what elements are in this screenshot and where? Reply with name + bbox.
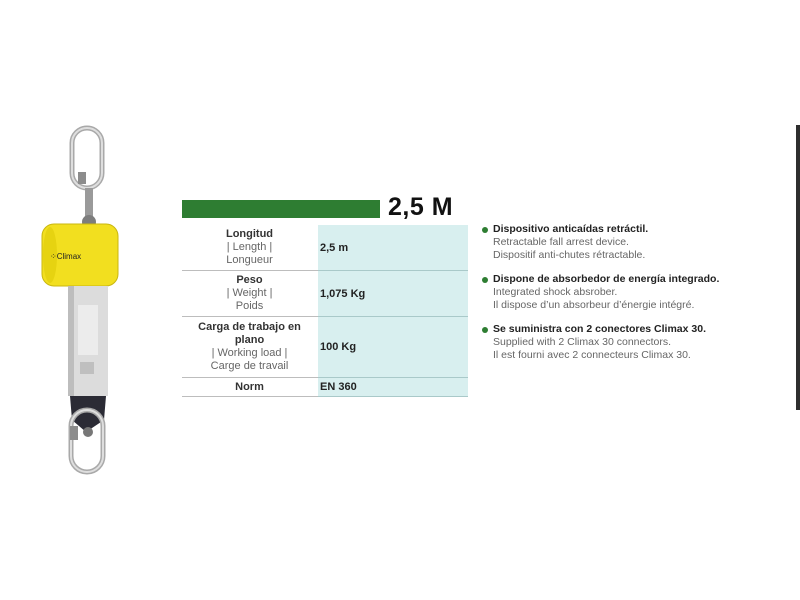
feature-item <box>482 273 782 312</box>
spec-sublabel-en: | Working load | <box>211 347 288 359</box>
spec-label-cell <box>182 317 318 378</box>
feature-line-en: Integrated shock absrober. <box>493 286 618 298</box>
retractable-housing <box>42 224 118 286</box>
title-accent-bar <box>182 200 380 218</box>
spec-row-length <box>182 225 468 271</box>
feature-title: Dispositivo anticaídas retráctil. <box>493 223 649 235</box>
specs-table <box>182 225 468 397</box>
spec-label: Carga de trabajo en plano <box>198 321 301 346</box>
features-list <box>482 223 782 373</box>
spec-sublabel-en: | Weight | <box>226 287 273 299</box>
feature-line-en: Retractable fall arrest device. <box>493 236 629 248</box>
spec-label-cell <box>182 378 318 397</box>
spec-label-cell <box>182 271 318 317</box>
spec-value: EN 360 <box>318 378 469 397</box>
spec-row-weight <box>182 271 468 317</box>
feature-title: Se suministra con 2 conectores Climax 30. <box>493 323 707 335</box>
spec-value: 1,075 Kg <box>318 271 469 317</box>
feature-title: Dispone de absorbedor de energía integrado. <box>493 273 720 285</box>
feature-line-en: Supplied with 2 Climax 30 connectors. <box>493 336 672 348</box>
spec-row-working-load <box>182 317 468 378</box>
spec-value: 2,5 m <box>318 225 469 271</box>
climax-logo: ⁘Climax <box>50 252 82 261</box>
bullet-dot-icon <box>482 327 488 333</box>
bullet-dot-icon <box>482 277 488 283</box>
spec-sublabel-fr: Longueur <box>226 254 273 266</box>
feature-item <box>482 323 782 362</box>
feature-item <box>482 223 782 262</box>
feature-line-fr: Il dispose d’un absorbeur d’énergie intégré. <box>493 299 695 311</box>
spec-sublabel-fr: Carge de travail <box>210 360 289 372</box>
feature-line-fr: Il est fourni avec 2 connecteurs Climax 30. <box>493 349 691 361</box>
size-title: 2,5 M <box>388 193 454 221</box>
spec-label: Peso <box>236 274 263 286</box>
product-image <box>30 120 140 480</box>
bullet-dot-icon <box>482 227 488 233</box>
spec-label: Longitud <box>225 228 274 240</box>
spec-sublabel-en: | Length | <box>226 241 273 253</box>
spec-value: 100 Kg <box>318 317 469 378</box>
spec-sublabel-fr: Poids <box>235 300 264 312</box>
feature-line-fr: Dispositif anti-chutes rétractable. <box>493 249 646 261</box>
spec-label: Norm <box>235 380 264 393</box>
top-carabiner <box>72 128 102 229</box>
right-edge-bar <box>796 125 800 410</box>
spec-label-cell <box>182 225 318 271</box>
spec-row-norm <box>182 378 468 397</box>
